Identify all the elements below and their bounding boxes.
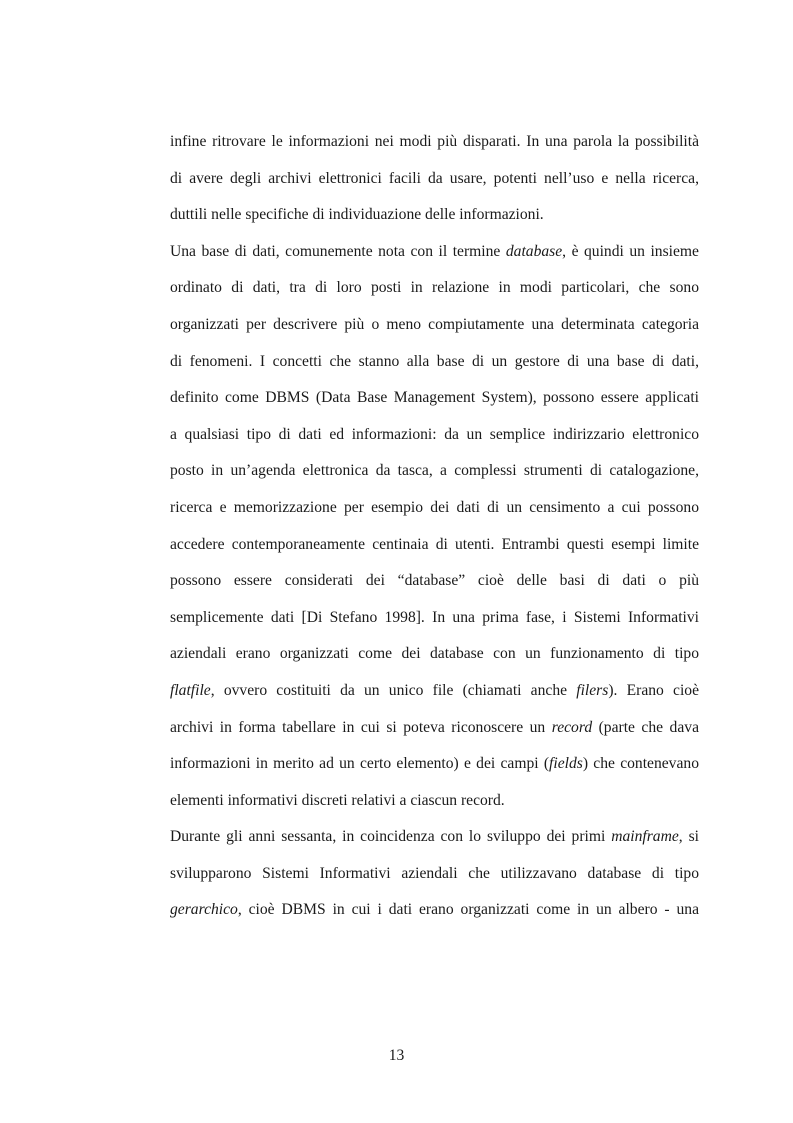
page-number: 13 xyxy=(388,1047,405,1064)
text-segment: semplicemente dati [Di Stefano 1998]. In una prima fase, i Sistemi Informativi xyxy=(170,608,699,626)
italic-term: record xyxy=(551,718,593,736)
text-segment: informazioni in merito ad un certo elemento) e dei campi ( xyxy=(170,755,550,773)
text-line xyxy=(170,417,699,454)
text-segment: definito come DBMS (Data Base Management System), possono essere applicati xyxy=(170,389,699,407)
text-line xyxy=(170,746,699,783)
italic-term: database xyxy=(505,242,563,260)
italic-term: fields xyxy=(549,755,583,773)
text-segment: , è quindi un insieme xyxy=(562,242,699,260)
text-segment: ricerca e memorizzazione per esempio dei dati di un censimento a cui possono xyxy=(170,498,699,516)
text-segment: di fenomeni. I concetti che stanno alla base di un gestore di una base di dati, xyxy=(170,352,699,370)
text-segment: Una base di dati, comunemente nota con il termine xyxy=(170,242,506,260)
text-line xyxy=(170,892,699,929)
text-segment: ordinato di dati, tra di loro posti in relazione in modi particolari, che sono xyxy=(170,279,699,297)
text-segment: duttili nelle specifiche di individuazione delle informazioni. xyxy=(170,206,544,224)
text-line xyxy=(170,161,699,198)
text-segment: accedere contemporaneamente centinaia di utenti. Entrambi questi esempi limite xyxy=(170,535,699,553)
text-line xyxy=(170,856,699,893)
text-line xyxy=(170,380,699,417)
text-segment: , si xyxy=(678,828,699,846)
text-segment: elementi informativi discreti relativi a ciascun record. xyxy=(170,791,505,809)
text-line xyxy=(170,819,699,856)
text-line xyxy=(170,234,699,271)
text-segment: svilupparono Sistemi Informativi aziendali che utilizzavano database di tipo xyxy=(170,864,699,882)
text-line xyxy=(170,600,699,637)
text-segment: archivi in forma tabellare in cui si poteva riconoscere un xyxy=(170,718,552,736)
text-line xyxy=(170,563,699,600)
text-line xyxy=(170,527,699,564)
text-line xyxy=(170,673,699,710)
italic-term: filers xyxy=(576,681,609,699)
text-segment: (parte che dava xyxy=(592,718,699,736)
text-segment: possono essere considerati dei “database” cioè delle basi di dati o più xyxy=(170,572,699,590)
body-text xyxy=(170,124,699,929)
text-line xyxy=(170,307,699,344)
text-segment: infine ritrovare le informazioni nei modi più disparati. In una parola la possibilità xyxy=(170,133,699,150)
text-segment: posto in un’agenda elettronica da tasca, a complessi strumenti di catalogazione, xyxy=(170,462,699,480)
text-line xyxy=(170,344,699,381)
italic-term: mainframe xyxy=(611,828,679,846)
text-line xyxy=(170,636,699,673)
italic-term: gerarchico xyxy=(170,901,238,919)
text-segment: Durante gli anni sessanta, in coincidenza con lo sviluppo dei primi xyxy=(170,828,612,846)
text-line xyxy=(170,197,699,234)
text-line xyxy=(170,453,699,490)
text-segment: , ovvero costituiti da un unico file (chiamati anche xyxy=(210,681,577,699)
text-segment: di avere degli archivi elettronici facili da usare, potenti nell’uso e nella ricerca, xyxy=(170,169,699,187)
text-line xyxy=(170,783,699,820)
text-line xyxy=(170,270,699,307)
italic-term: flatfile xyxy=(170,681,211,699)
text-line xyxy=(170,490,699,527)
text-segment: ) che contenevano xyxy=(582,755,699,773)
text-segment: a qualsiasi tipo di dati ed informazioni: da un semplice indirizzario elettronico xyxy=(170,425,699,443)
text-segment: organizzati per descrivere più o meno compiutamente una determinata categoria xyxy=(170,315,699,333)
text-line xyxy=(170,124,699,161)
text-line xyxy=(170,710,699,747)
text-segment: ). Erano cioè xyxy=(608,681,700,699)
text-segment: , cioè DBMS in cui i dati erano organizzati come in un albero - una xyxy=(237,901,699,919)
text-segment: aziendali erano organizzati come dei database con un funzionamento di tipo xyxy=(170,645,699,663)
